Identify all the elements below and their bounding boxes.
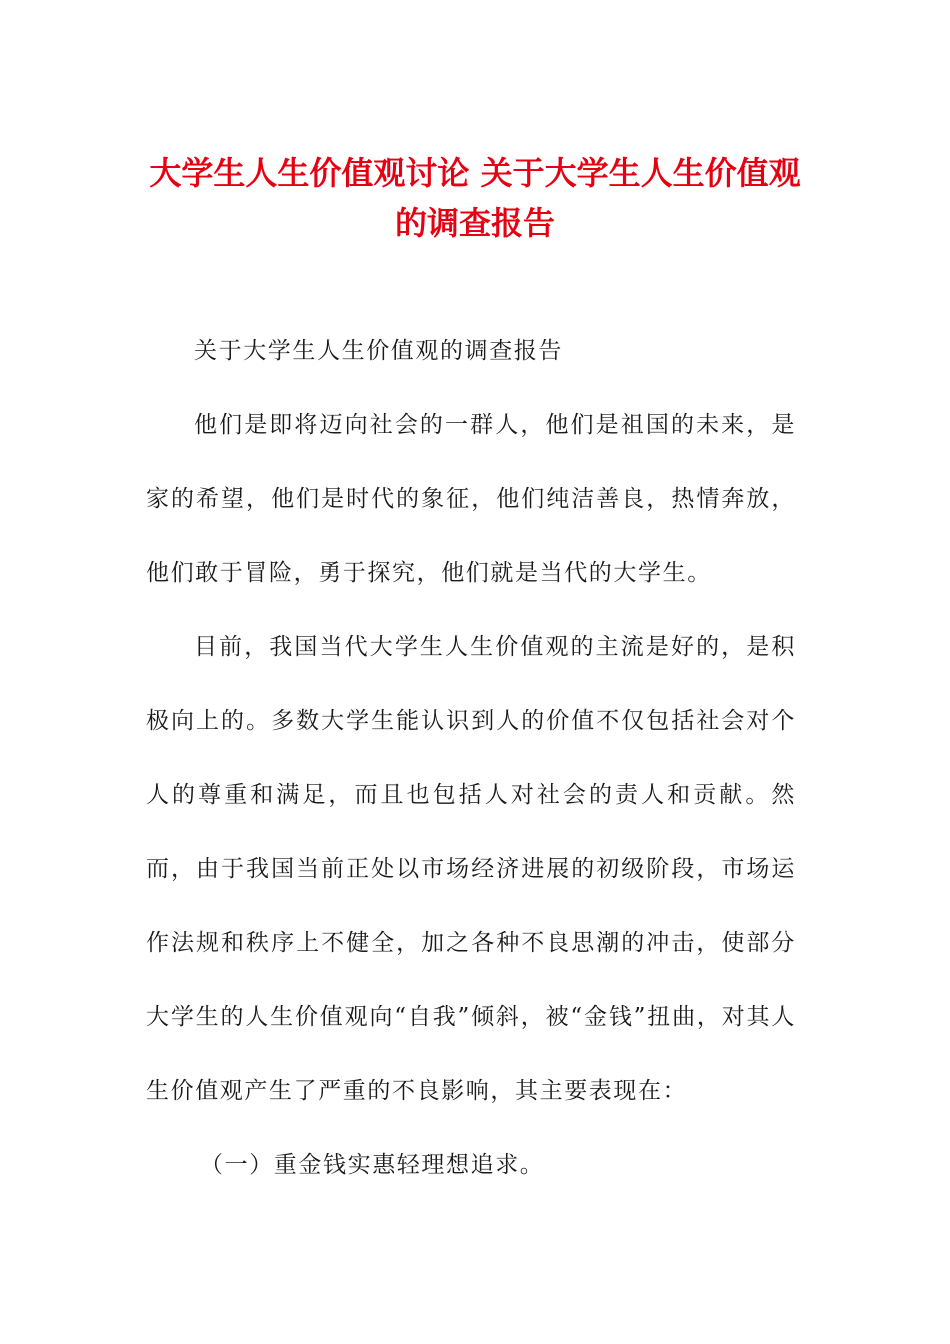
section-heading-1: （一）重金钱实惠轻理想追求。 bbox=[200, 1152, 545, 1178]
paragraph-current-status: 目前，我国当代大学生人生价值观的主流是好的，是积极向上的。多数大学生能认识到人的价值不仅包括社会对个人的尊重和满足，而且也包括人对社会的责人和贡献。然而，由于我国当前正处以市场经济进展的初级阶段，市场运作法规和秩序上不健全，加之各种不良思潮的冲击，使部分大学生的人生价值观向“自我”倾斜，被“金钱”扭曲，对其人生价值观产生了严重的不良影响，其主要表现在： bbox=[146, 634, 796, 1104]
document-title: 大学生人生价值观讨论 关于大学生人生价值观的调查报告 bbox=[149, 154, 801, 242]
paragraph-intro: 他们是即将迈向社会的一群人，他们是祖国的未来，是家的希望，他们是时代的象征，他们纯洁善良，热情奔放，他们敢于冒险，勇于探究，他们就是当代的大学生。 bbox=[146, 412, 796, 586]
document-body bbox=[146, 314, 796, 1202]
paragraph-report-heading: 关于大学生人生价值观的调查报告 bbox=[194, 338, 563, 364]
